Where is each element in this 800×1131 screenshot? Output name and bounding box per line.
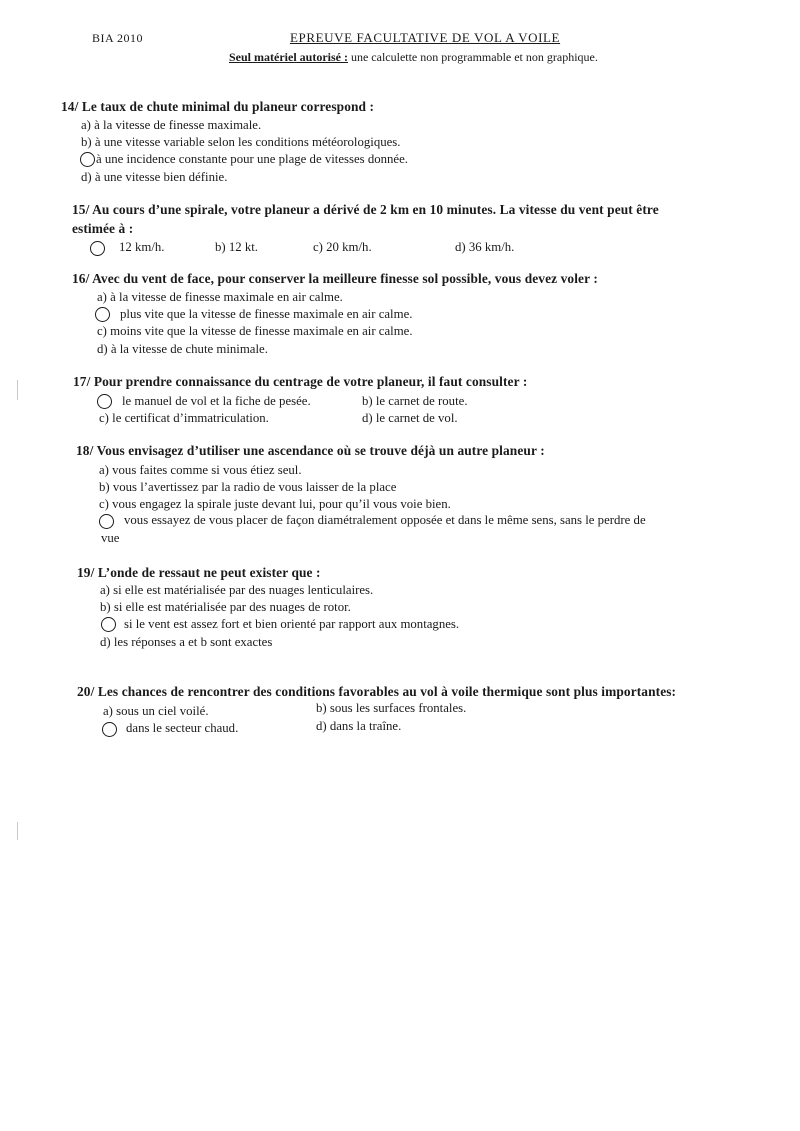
answer-mark-circle: [95, 307, 110, 322]
page-title: EPREUVE FACULTATIVE DE VOL A VOILE: [290, 30, 561, 45]
q17-option-b: b) le carnet de route.: [362, 394, 468, 408]
q14-option-d: d) à une vitesse bien définie.: [81, 170, 228, 184]
header-subtitle: [229, 50, 598, 65]
q18-option-d-cont: vue: [101, 531, 120, 545]
q14-option-a: a) à la vitesse de finesse maximale.: [81, 118, 262, 132]
q18-option-c: c) vous engagez la spirale juste devant lui, pour qu’il vous voie bien.: [99, 497, 451, 511]
q15-option-a: 12 km/h.: [119, 240, 165, 254]
q16-option-d: d) à la vitesse de chute minimale.: [97, 342, 268, 356]
answer-mark-circle: [99, 514, 114, 529]
answer-mark-circle: [90, 241, 105, 256]
answer-mark-circle: [97, 394, 112, 409]
q20-option-d: d) dans la traîne.: [316, 719, 402, 733]
header-sub-text: une calculette non programmable et non graphique.: [347, 50, 598, 64]
question-18: 18/ Vous envisagez d’utiliser une ascendance où se trouve déjà un autre planeur :: [76, 443, 545, 458]
q16-option-a: a) à la vitesse de finesse maximale en air calme.: [97, 290, 343, 304]
q19-option-a: a) si elle est matérialisée par des nuages lenticulaires.: [100, 583, 374, 597]
question-16: 16/ Avec du vent de face, pour conserver la meilleure finesse sol possible, vous devez voler :: [72, 271, 598, 286]
question-17: 17/ Pour prendre connaissance du centrage de votre planeur, il faut consulter :: [73, 374, 528, 389]
q18-option-d: vous essayez de vous placer de façon diamétralement opposée et dans le même sens, sans le perdre de: [124, 513, 646, 527]
q19-option-c: si le vent est assez fort et bien orienté par rapport aux montagnes.: [124, 617, 460, 631]
question-14: 14/ Le taux de chute minimal du planeur correspond :: [61, 99, 375, 114]
q18-option-b: b) vous l’avertissez par la radio de vous laisser de la place: [99, 480, 397, 494]
q18-option-a: a) vous faites comme si vous étiez seul.: [99, 463, 302, 477]
q17-option-c: c) le certificat d’immatriculation.: [99, 411, 269, 425]
answer-mark-circle: [80, 152, 95, 167]
question-15: 15/ Au cours d’une spirale, votre planeur a dérivé de 2 km en 10 minutes. La vitesse du vent peut être: [72, 202, 659, 217]
q20-option-c: dans le secteur chaud.: [126, 721, 239, 735]
q15-option-c: c) 20 km/h.: [313, 240, 372, 254]
q15-option-b: b) 12 kt.: [215, 240, 259, 254]
answer-mark-circle: [101, 617, 116, 632]
q20-option-b: b) sous les surfaces frontales.: [316, 701, 467, 715]
q15-option-d: d) 36 km/h.: [455, 240, 515, 254]
question-15-cont: estimée à :: [72, 221, 134, 236]
q14-option-c: à une incidence constante pour une plage de vitesses donnée.: [96, 152, 408, 166]
q17-option-d: d) le carnet de vol.: [362, 411, 458, 425]
q20-option-a: a) sous un ciel voilé.: [103, 704, 209, 718]
q14-option-b: b) à une vitesse variable selon les conditions météorologiques.: [81, 135, 401, 149]
answer-mark-circle: [102, 722, 117, 737]
question-20: 20/ Les chances de rencontrer des conditions favorables au vol à voile thermique sont plus importantes:: [77, 684, 677, 699]
q16-option-c: c) moins vite que la vitesse de finesse maximale en air calme.: [97, 324, 413, 338]
q19-option-b: b) si elle est matérialisée par des nuages de rotor.: [100, 600, 351, 614]
header-sub-label: Seul matériel autorisé :: [229, 50, 348, 64]
q19-option-d: d) les réponses a et b sont exactes: [100, 635, 273, 649]
scan-artifact: [17, 380, 18, 400]
question-19: 19/ L’onde de ressaut ne peut exister que :: [77, 565, 321, 580]
header-left: BIA 2010: [92, 31, 144, 45]
q16-option-b: plus vite que la vitesse de finesse maximale en air calme.: [120, 307, 413, 321]
scan-artifact: [17, 822, 18, 840]
q17-option-a: le manuel de vol et la fiche de pesée.: [122, 394, 311, 408]
